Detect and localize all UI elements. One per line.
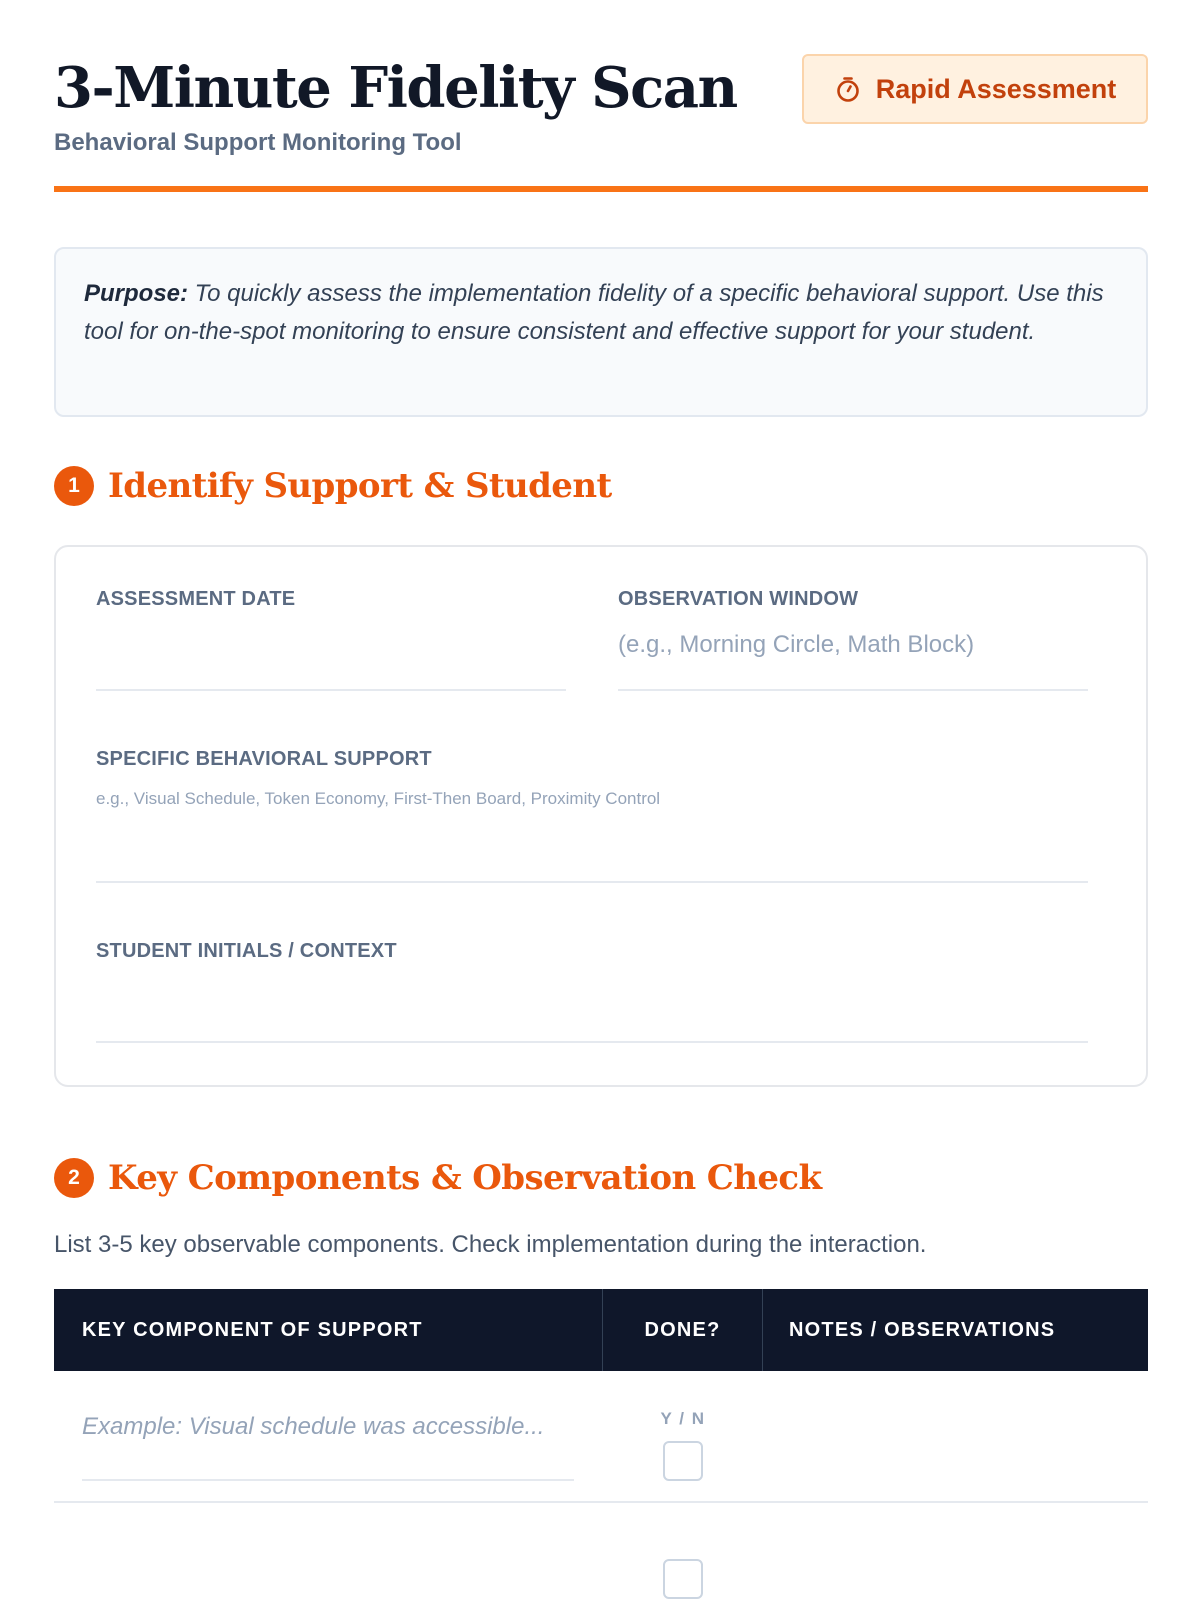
- badge-label: Rapid Assessment: [875, 73, 1117, 104]
- purpose-text: To quickly assess the implementation fidelity of a specific behavioral support. Use this tool for on-the-spot monitoring to ensure consistent and effective support for your student.: [84, 280, 1104, 345]
- table-row: [54, 1503, 1148, 1600]
- table-header: [54, 1289, 1148, 1371]
- rapid-assessment-badge: [802, 54, 1148, 124]
- observation-window-placeholder: (e.g., Morning Circle, Math Block): [618, 631, 975, 658]
- column-header-component: KEY COMPONENT OF SUPPORT: [54, 1289, 603, 1371]
- specific-support-field[interactable]: [96, 747, 660, 809]
- page-title: 3-Minute Fidelity Scan: [54, 55, 737, 121]
- observation-window-label: OBSERVATION WINDOW: [618, 588, 859, 610]
- component-underline: [82, 1479, 574, 1481]
- header-divider: [54, 186, 1148, 192]
- section-1-number: 1: [54, 466, 94, 506]
- student-context-underline: [96, 1041, 1088, 1043]
- purpose-label: Purpose:: [84, 280, 189, 307]
- section-1-heading: [54, 466, 612, 506]
- column-header-notes: NOTES / OBSERVATIONS: [789, 1318, 1056, 1341]
- components-table: [54, 1289, 1148, 1600]
- page-header: [54, 0, 1148, 194]
- assessment-date-field[interactable]: [96, 587, 295, 611]
- student-context-label: STUDENT INITIALS / CONTEXT: [96, 940, 397, 962]
- page-subtitle: Behavioral Support Monitoring Tool: [54, 129, 462, 156]
- specific-support-hint: e.g., Visual Schedule, Token Economy, First-Then Board, Proximity Control: [96, 789, 661, 808]
- table-row: [54, 1371, 1148, 1503]
- assessment-date-label: ASSESSMENT DATE: [96, 588, 296, 610]
- section-2-heading: [54, 1158, 821, 1198]
- observation-window-underline: [618, 689, 1088, 691]
- assessment-date-underline: [96, 689, 566, 691]
- specific-support-underline: [96, 881, 1088, 883]
- student-context-field[interactable]: [96, 939, 397, 963]
- stopwatch-icon: [834, 75, 862, 103]
- section-2-title: Key Components & Observation Check: [108, 1158, 822, 1198]
- section-1-title: Identify Support & Student: [108, 466, 612, 506]
- component-input[interactable]: Example: Visual schedule was accessible...: [82, 1413, 545, 1440]
- done-checkbox[interactable]: [663, 1441, 703, 1481]
- fidelity-scan-form: [54, 0, 1148, 1440]
- section-2-instructions: List 3-5 key observable components. Check implementation during the interaction.: [54, 1231, 927, 1258]
- done-yn-label: Y / N: [660, 1409, 706, 1428]
- support-student-card: [54, 545, 1148, 1087]
- column-header-done: DONE?: [603, 1289, 763, 1371]
- section-2-number: 2: [54, 1158, 94, 1198]
- observation-window-field[interactable]: [618, 587, 974, 659]
- purpose-box: [54, 247, 1148, 417]
- specific-support-label: SPECIFIC BEHAVIORAL SUPPORT: [96, 748, 432, 770]
- done-checkbox[interactable]: [663, 1559, 703, 1599]
